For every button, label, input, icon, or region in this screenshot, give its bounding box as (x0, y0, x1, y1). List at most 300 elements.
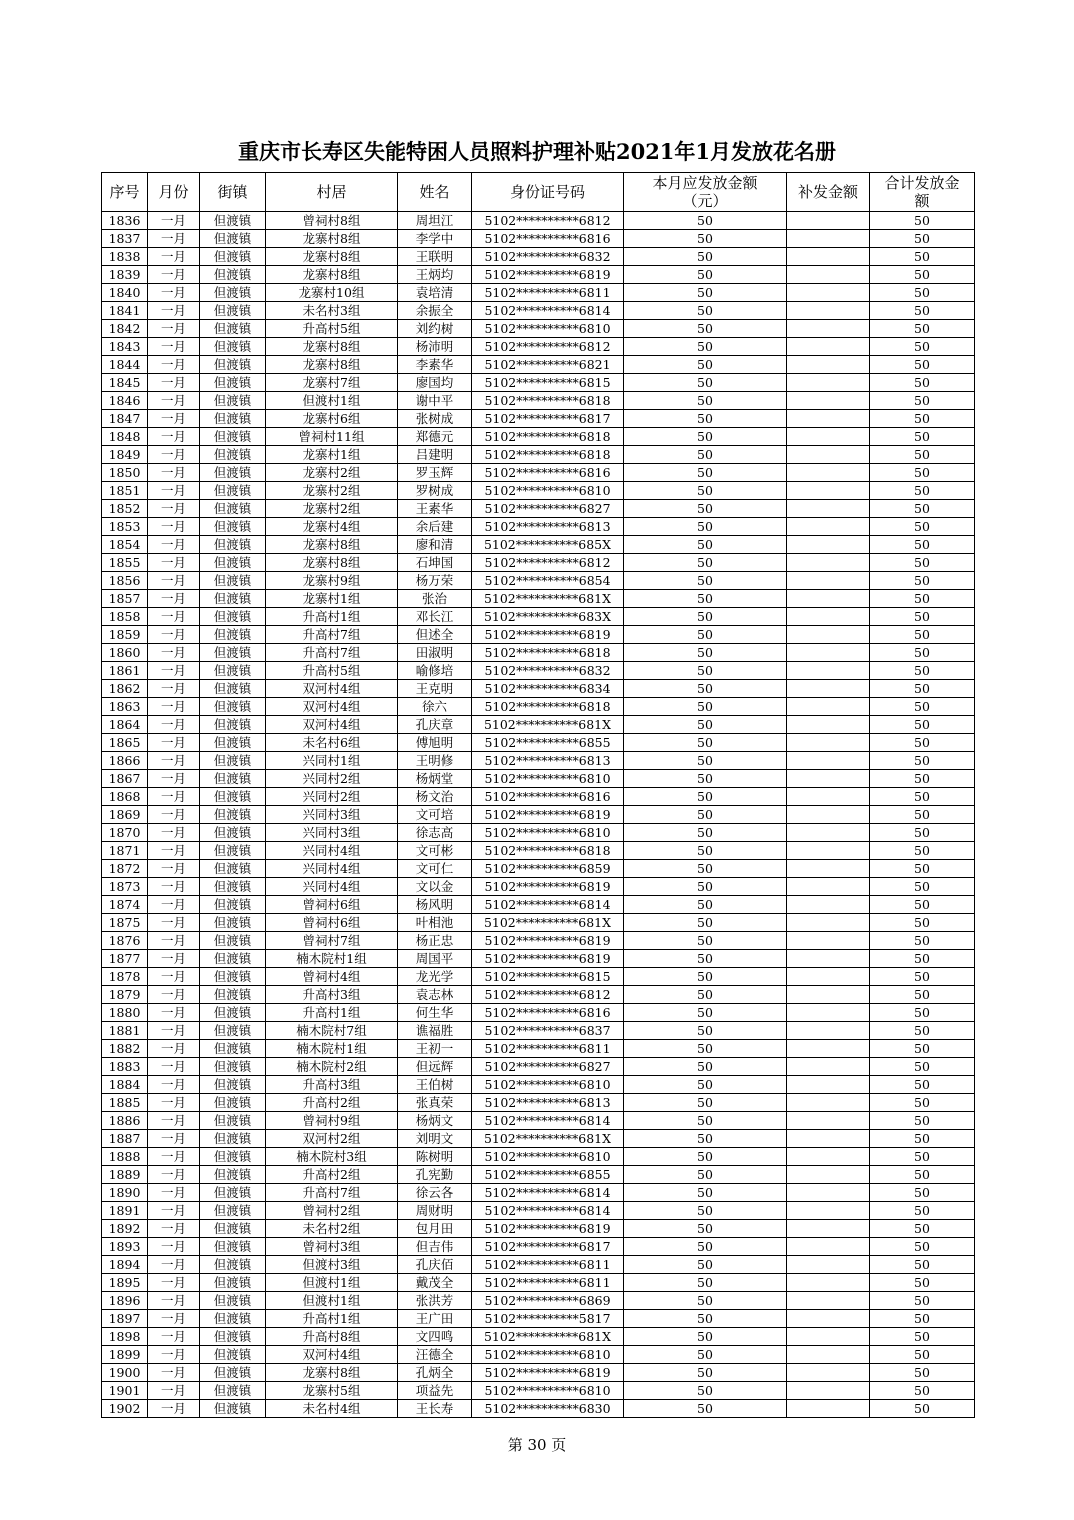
cell-id-number: 5102**********6810 (472, 320, 624, 338)
table-row (102, 572, 975, 590)
cell-village: 龙寨村9组 (266, 572, 398, 590)
table-row (102, 1346, 975, 1364)
cell-supplement-amount (787, 518, 870, 536)
cell-town: 但渡镇 (200, 878, 266, 896)
table-row (102, 1328, 975, 1346)
table-body (102, 212, 975, 1418)
cell-id-number: 5102**********6837 (472, 1022, 624, 1040)
cell-town: 但渡镇 (200, 1040, 266, 1058)
cell-town: 但渡镇 (200, 356, 266, 374)
cell-supplement-amount (787, 1112, 870, 1130)
cell-village: 曾祠村6组 (266, 914, 398, 932)
cell-town: 但渡镇 (200, 626, 266, 644)
table-row (102, 1112, 975, 1130)
cell-name: 袁培清 (398, 284, 472, 302)
cell-town: 但渡镇 (200, 230, 266, 248)
cell-village: 未名村4组 (266, 1400, 398, 1418)
cell-name: 徐志高 (398, 824, 472, 842)
table-row (102, 284, 975, 302)
cell-name: 罗树成 (398, 482, 472, 500)
cell-village: 曾祠村6组 (266, 896, 398, 914)
cell-month: 一月 (148, 464, 200, 482)
cell-total-amount: 50 (870, 428, 975, 446)
header-index: 序号 (102, 173, 148, 212)
cell-name: 郑德元 (398, 428, 472, 446)
cell-name: 吕建明 (398, 446, 472, 464)
table-row (102, 662, 975, 680)
cell-village: 但渡村3组 (266, 1256, 398, 1274)
cell-total-amount: 50 (870, 302, 975, 320)
cell-id-number: 5102**********6810 (472, 1148, 624, 1166)
cell-id-number: 5102**********6816 (472, 230, 624, 248)
cell-name: 廖国均 (398, 374, 472, 392)
cell-id-number: 5102**********6855 (472, 1166, 624, 1184)
cell-index: 1895 (102, 1274, 148, 1292)
cell-name: 余后建 (398, 518, 472, 536)
cell-total-amount: 50 (870, 950, 975, 968)
cell-supplement-amount (787, 374, 870, 392)
cell-name: 杨风明 (398, 896, 472, 914)
cell-village: 楠木院村7组 (266, 1022, 398, 1040)
cell-name: 包月田 (398, 1220, 472, 1238)
table-row (102, 752, 975, 770)
cell-town: 但渡镇 (200, 1094, 266, 1112)
cell-index: 1898 (102, 1328, 148, 1346)
cell-index: 1850 (102, 464, 148, 482)
cell-town: 但渡镇 (200, 1076, 266, 1094)
cell-id-number: 5102**********6811 (472, 284, 624, 302)
cell-month: 一月 (148, 1220, 200, 1238)
cell-id-number: 5102**********6813 (472, 518, 624, 536)
cell-index: 1901 (102, 1382, 148, 1400)
cell-index: 1874 (102, 896, 148, 914)
cell-index: 1856 (102, 572, 148, 590)
cell-monthly-amount: 50 (624, 464, 787, 482)
cell-month: 一月 (148, 1004, 200, 1022)
cell-monthly-amount: 50 (624, 1400, 787, 1418)
cell-id-number: 5102**********6815 (472, 374, 624, 392)
cell-supplement-amount (787, 536, 870, 554)
cell-supplement-amount (787, 734, 870, 752)
table-row (102, 374, 975, 392)
cell-month: 一月 (148, 878, 200, 896)
cell-index: 1873 (102, 878, 148, 896)
table-row (102, 1202, 975, 1220)
cell-town: 但渡镇 (200, 770, 266, 788)
cell-town: 但渡镇 (200, 1112, 266, 1130)
cell-month: 一月 (148, 1274, 200, 1292)
cell-town: 但渡镇 (200, 1004, 266, 1022)
table-row (102, 824, 975, 842)
cell-village: 龙寨村8组 (266, 338, 398, 356)
cell-index: 1862 (102, 680, 148, 698)
cell-name: 杨万荣 (398, 572, 472, 590)
cell-monthly-amount: 50 (624, 590, 787, 608)
cell-month: 一月 (148, 860, 200, 878)
cell-town: 但渡镇 (200, 896, 266, 914)
cell-village: 龙寨村10组 (266, 284, 398, 302)
cell-supplement-amount (787, 284, 870, 302)
cell-village: 双河村4组 (266, 698, 398, 716)
cell-month: 一月 (148, 842, 200, 860)
cell-town: 但渡镇 (200, 788, 266, 806)
cell-index: 1902 (102, 1400, 148, 1418)
cell-village: 未名村6组 (266, 734, 398, 752)
cell-supplement-amount (787, 302, 870, 320)
cell-index: 1866 (102, 752, 148, 770)
cell-town: 但渡镇 (200, 1400, 266, 1418)
cell-town: 但渡镇 (200, 1382, 266, 1400)
cell-name: 徐六 (398, 698, 472, 716)
header-name: 姓名 (398, 173, 472, 212)
cell-total-amount: 50 (870, 410, 975, 428)
cell-index: 1861 (102, 662, 148, 680)
cell-town: 但渡镇 (200, 1256, 266, 1274)
cell-index: 1839 (102, 266, 148, 284)
table-row (102, 500, 975, 518)
cell-village: 龙寨村1组 (266, 446, 398, 464)
table-row (102, 644, 975, 662)
cell-index: 1841 (102, 302, 148, 320)
cell-town: 但渡镇 (200, 824, 266, 842)
cell-index: 1843 (102, 338, 148, 356)
cell-month: 一月 (148, 428, 200, 446)
table-row (102, 1040, 975, 1058)
cell-monthly-amount: 50 (624, 662, 787, 680)
cell-month: 一月 (148, 1292, 200, 1310)
table-row (102, 986, 975, 1004)
table-row (102, 482, 975, 500)
cell-month: 一月 (148, 302, 200, 320)
table-row (102, 1058, 975, 1076)
cell-month: 一月 (148, 1184, 200, 1202)
cell-index: 1899 (102, 1346, 148, 1364)
cell-total-amount: 50 (870, 392, 975, 410)
cell-village: 楠木院村2组 (266, 1058, 398, 1076)
header-monthly-amount: 本月应发放金额（元） (624, 173, 787, 212)
cell-total-amount: 50 (870, 1058, 975, 1076)
cell-supplement-amount (787, 1364, 870, 1382)
cell-village: 兴同村2组 (266, 770, 398, 788)
cell-total-amount: 50 (870, 1310, 975, 1328)
cell-monthly-amount: 50 (624, 950, 787, 968)
roster-table (101, 172, 975, 1418)
cell-supplement-amount (787, 590, 870, 608)
cell-village: 升高村1组 (266, 608, 398, 626)
table-row (102, 770, 975, 788)
cell-name: 石坤国 (398, 554, 472, 572)
page-number: 第 30 页 (507, 1436, 567, 1454)
cell-month: 一月 (148, 698, 200, 716)
cell-month: 一月 (148, 1238, 200, 1256)
cell-total-amount: 50 (870, 1004, 975, 1022)
cell-index: 1892 (102, 1220, 148, 1238)
cell-name: 廖和清 (398, 536, 472, 554)
cell-town: 但渡镇 (200, 1058, 266, 1076)
cell-name: 王广田 (398, 1310, 472, 1328)
table-row (102, 1238, 975, 1256)
cell-index: 1845 (102, 374, 148, 392)
cell-id-number: 5102**********6832 (472, 248, 624, 266)
cell-supplement-amount (787, 968, 870, 986)
table-row (102, 698, 975, 716)
table-row (102, 356, 975, 374)
cell-total-amount: 50 (870, 1184, 975, 1202)
cell-monthly-amount: 50 (624, 986, 787, 1004)
cell-supplement-amount (787, 1292, 870, 1310)
cell-total-amount: 50 (870, 1274, 975, 1292)
cell-town: 但渡镇 (200, 950, 266, 968)
cell-name: 杨正忠 (398, 932, 472, 950)
cell-supplement-amount (787, 464, 870, 482)
cell-index: 1851 (102, 482, 148, 500)
cell-village: 升高村1组 (266, 1004, 398, 1022)
cell-supplement-amount (787, 986, 870, 1004)
cell-town: 但渡镇 (200, 968, 266, 986)
cell-name: 谢中平 (398, 392, 472, 410)
cell-supplement-amount (787, 824, 870, 842)
cell-supplement-amount (787, 1274, 870, 1292)
cell-total-amount: 50 (870, 1040, 975, 1058)
cell-town: 但渡镇 (200, 1238, 266, 1256)
cell-village: 兴同村4组 (266, 860, 398, 878)
cell-monthly-amount: 50 (624, 644, 787, 662)
cell-village: 龙寨村2组 (266, 464, 398, 482)
cell-id-number: 5102**********6819 (472, 932, 624, 950)
cell-month: 一月 (148, 734, 200, 752)
cell-id-number: 5102**********6816 (472, 464, 624, 482)
cell-village: 曾祠村9组 (266, 1112, 398, 1130)
cell-total-amount: 50 (870, 518, 975, 536)
cell-index: 1897 (102, 1310, 148, 1328)
cell-month: 一月 (148, 662, 200, 680)
cell-name: 叶相池 (398, 914, 472, 932)
cell-id-number: 5102**********6818 (472, 698, 624, 716)
cell-monthly-amount: 50 (624, 392, 787, 410)
cell-total-amount: 50 (870, 1400, 975, 1418)
cell-monthly-amount: 50 (624, 1310, 787, 1328)
cell-monthly-amount: 50 (624, 536, 787, 554)
cell-village: 兴同村4组 (266, 878, 398, 896)
cell-monthly-amount: 50 (624, 554, 787, 572)
cell-town: 但渡镇 (200, 1220, 266, 1238)
cell-total-amount: 50 (870, 1130, 975, 1148)
cell-index: 1883 (102, 1058, 148, 1076)
cell-total-amount: 50 (870, 1256, 975, 1274)
cell-supplement-amount (787, 1094, 870, 1112)
cell-name: 谯福胜 (398, 1022, 472, 1040)
cell-town: 但渡镇 (200, 374, 266, 392)
cell-monthly-amount: 50 (624, 1238, 787, 1256)
table-row (102, 1130, 975, 1148)
cell-id-number: 5102**********681X (472, 716, 624, 734)
document-title: 重庆市长寿区失能特困人员照料护理补贴2021年1月发放花名册 (237, 139, 837, 164)
cell-index: 1857 (102, 590, 148, 608)
cell-name: 王克明 (398, 680, 472, 698)
cell-month: 一月 (148, 1364, 200, 1382)
cell-month: 一月 (148, 1076, 200, 1094)
cell-village: 升高村3组 (266, 986, 398, 1004)
cell-village: 龙寨村8组 (266, 266, 398, 284)
cell-village: 升高村5组 (266, 320, 398, 338)
header-supplement-amount: 补发金额 (787, 173, 870, 212)
cell-supplement-amount (787, 662, 870, 680)
cell-total-amount: 50 (870, 806, 975, 824)
cell-village: 升高村7组 (266, 1184, 398, 1202)
cell-supplement-amount (787, 1346, 870, 1364)
cell-monthly-amount: 50 (624, 680, 787, 698)
cell-monthly-amount: 50 (624, 932, 787, 950)
cell-month: 一月 (148, 1310, 200, 1328)
cell-total-amount: 50 (870, 968, 975, 986)
cell-town: 但渡镇 (200, 1166, 266, 1184)
cell-index: 1893 (102, 1238, 148, 1256)
table-row (102, 410, 975, 428)
cell-id-number: 5102**********6814 (472, 896, 624, 914)
cell-town: 但渡镇 (200, 446, 266, 464)
cell-month: 一月 (148, 266, 200, 284)
cell-total-amount: 50 (870, 734, 975, 752)
cell-supplement-amount (787, 860, 870, 878)
cell-total-amount: 50 (870, 320, 975, 338)
cell-village: 但渡村1组 (266, 1292, 398, 1310)
cell-monthly-amount: 50 (624, 1112, 787, 1130)
cell-month: 一月 (148, 680, 200, 698)
cell-id-number: 5102**********6819 (472, 806, 624, 824)
cell-id-number: 5102**********6827 (472, 1058, 624, 1076)
cell-total-amount: 50 (870, 644, 975, 662)
cell-village: 龙寨村8组 (266, 356, 398, 374)
cell-monthly-amount: 50 (624, 806, 787, 824)
table-row (102, 446, 975, 464)
cell-monthly-amount: 50 (624, 1076, 787, 1094)
cell-name: 文以金 (398, 878, 472, 896)
cell-monthly-amount: 50 (624, 446, 787, 464)
cell-name: 张树成 (398, 410, 472, 428)
cell-id-number: 5102**********6812 (472, 554, 624, 572)
table-row (102, 1292, 975, 1310)
cell-name: 徐云各 (398, 1184, 472, 1202)
cell-total-amount: 50 (870, 266, 975, 284)
cell-total-amount: 50 (870, 1346, 975, 1364)
table-row (102, 608, 975, 626)
cell-id-number: 5102**********681X (472, 590, 624, 608)
cell-id-number: 5102**********6813 (472, 752, 624, 770)
cell-id-number: 5102**********6811 (472, 1040, 624, 1058)
cell-monthly-amount: 50 (624, 1256, 787, 1274)
cell-name: 刘约树 (398, 320, 472, 338)
table-row (102, 1184, 975, 1202)
cell-month: 一月 (148, 626, 200, 644)
cell-town: 但渡镇 (200, 842, 266, 860)
cell-supplement-amount (787, 356, 870, 374)
cell-id-number: 5102**********6810 (472, 770, 624, 788)
cell-month: 一月 (148, 1130, 200, 1148)
cell-monthly-amount: 50 (624, 1202, 787, 1220)
cell-total-amount: 50 (870, 284, 975, 302)
cell-id-number: 5102**********5817 (472, 1310, 624, 1328)
cell-monthly-amount: 50 (624, 1220, 787, 1238)
cell-name: 何生华 (398, 1004, 472, 1022)
cell-monthly-amount: 50 (624, 1346, 787, 1364)
cell-index: 1853 (102, 518, 148, 536)
cell-month: 一月 (148, 356, 200, 374)
cell-village: 楠木院村1组 (266, 950, 398, 968)
cell-index: 1855 (102, 554, 148, 572)
cell-supplement-amount (787, 212, 870, 230)
table-row (102, 932, 975, 950)
cell-town: 但渡镇 (200, 266, 266, 284)
cell-town: 但渡镇 (200, 1328, 266, 1346)
table-row (102, 1400, 975, 1418)
cell-index: 1844 (102, 356, 148, 374)
cell-town: 但渡镇 (200, 1202, 266, 1220)
cell-village: 兴同村3组 (266, 806, 398, 824)
table-row (102, 806, 975, 824)
cell-town: 但渡镇 (200, 1310, 266, 1328)
cell-name: 邓长江 (398, 608, 472, 626)
cell-month: 一月 (148, 1400, 200, 1418)
cell-village: 龙寨村2组 (266, 500, 398, 518)
cell-month: 一月 (148, 392, 200, 410)
cell-index: 1842 (102, 320, 148, 338)
cell-id-number: 5102**********6855 (472, 734, 624, 752)
cell-id-number: 5102**********6854 (472, 572, 624, 590)
cell-total-amount: 50 (870, 356, 975, 374)
cell-total-amount: 50 (870, 1112, 975, 1130)
cell-monthly-amount: 50 (624, 860, 787, 878)
cell-id-number: 5102**********6813 (472, 1094, 624, 1112)
cell-total-amount: 50 (870, 932, 975, 950)
cell-name: 王明修 (398, 752, 472, 770)
cell-name: 王联明 (398, 248, 472, 266)
table-row (102, 536, 975, 554)
cell-index: 1865 (102, 734, 148, 752)
cell-supplement-amount (787, 1058, 870, 1076)
cell-id-number: 5102**********6818 (472, 644, 624, 662)
cell-month: 一月 (148, 788, 200, 806)
cell-monthly-amount: 50 (624, 248, 787, 266)
cell-id-number: 5102**********6810 (472, 1076, 624, 1094)
cell-village: 双河村2组 (266, 1130, 398, 1148)
cell-month: 一月 (148, 1058, 200, 1076)
cell-monthly-amount: 50 (624, 212, 787, 230)
cell-supplement-amount (787, 716, 870, 734)
cell-month: 一月 (148, 644, 200, 662)
cell-month: 一月 (148, 1346, 200, 1364)
cell-village: 楠木院村1组 (266, 1040, 398, 1058)
cell-town: 但渡镇 (200, 410, 266, 428)
cell-month: 一月 (148, 608, 200, 626)
cell-total-amount: 50 (870, 1220, 975, 1238)
table-row (102, 320, 975, 338)
cell-id-number: 5102**********6811 (472, 1274, 624, 1292)
cell-village: 未名村2组 (266, 1220, 398, 1238)
cell-monthly-amount: 50 (624, 572, 787, 590)
table-row (102, 1004, 975, 1022)
table-row (102, 1220, 975, 1238)
cell-month: 一月 (148, 536, 200, 554)
cell-monthly-amount: 50 (624, 896, 787, 914)
cell-supplement-amount (787, 752, 870, 770)
header-total-amount: 合计发放金额 (870, 173, 975, 212)
cell-supplement-amount (787, 788, 870, 806)
table-row (102, 590, 975, 608)
cell-name: 但远辉 (398, 1058, 472, 1076)
cell-month: 一月 (148, 1148, 200, 1166)
cell-supplement-amount (787, 446, 870, 464)
cell-index: 1886 (102, 1112, 148, 1130)
